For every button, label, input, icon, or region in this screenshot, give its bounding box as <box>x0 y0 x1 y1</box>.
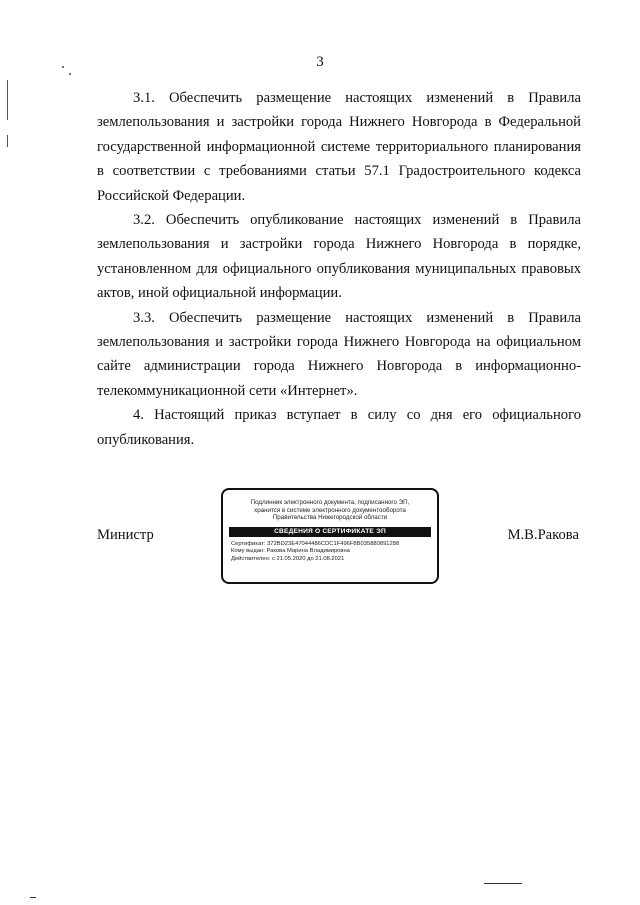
stamp-header <box>229 499 431 522</box>
stamp-header-line: Правительства Нижегородской области <box>272 514 388 522</box>
scan-artifact <box>7 135 8 147</box>
scan-artifact <box>30 897 36 898</box>
stamp-details <box>231 541 429 563</box>
stamp-certificate-bar: СВЕДЕНИЯ О СЕРТИФИКАТЕ ЭП <box>229 527 431 537</box>
electronic-signature-stamp <box>221 488 439 584</box>
validity-label: Действителен: <box>231 555 271 562</box>
document-body <box>97 86 581 452</box>
validity-row <box>231 556 429 563</box>
stamp-header-line: хранится в системе электронного документооборота <box>254 506 406 514</box>
paragraph-3-2: 3.2. Обеспечить опубликование настоящих изменений в Правила землепользования и застройки города Нижнего Новгорода в порядке, установленном для официального опубликования муниципальных правовых актов, иной официальной информации. <box>97 212 581 302</box>
issued-to-label: Кому выдан: <box>231 548 265 555</box>
scan-artifact <box>62 66 64 68</box>
certificate-value: 372BD23E47044486CDC1F496F8B035880891288 <box>267 540 400 547</box>
paragraph-3-1: 3.1. Обеспечить размещение настоящих изменений в Правила землепользования и застройки города Нижнего Новгорода в Федеральной государственной информационной системе территориального планирования в соответствии с требованиями статьи 57.1 Градостроительного кодекса Российской Федерации. <box>97 90 581 204</box>
certificate-row <box>231 541 429 548</box>
page-number: 3 <box>316 54 324 70</box>
issued-to-value: Ракова Марина Владимировна <box>266 548 350 555</box>
signer-title: Министр <box>97 527 154 543</box>
signer-name: М.В.Ракова <box>507 527 579 543</box>
issued-to-row <box>231 548 429 555</box>
scan-artifact <box>7 80 8 120</box>
paragraph-4: 4. Настоящий приказ вступает в силу со дня его официального опубликования. <box>97 407 581 448</box>
stamp-header-line: Подлинник электронного документа, подписанного ЭП, <box>250 499 410 506</box>
scan-artifact <box>484 883 522 884</box>
certificate-label: Сертификат: <box>231 540 266 547</box>
scan-artifact <box>69 73 71 75</box>
validity-value: с 21.05.2020 до 21.08.2021 <box>271 555 345 562</box>
paragraph-3-3: 3.3. Обеспечить размещение настоящих изменений в Правила землепользования и застройки города Нижнего Новгорода на официальном сайте администрации города Нижнего Новгорода в информационно-телекоммуникационной сети «Интернет». <box>97 309 581 399</box>
